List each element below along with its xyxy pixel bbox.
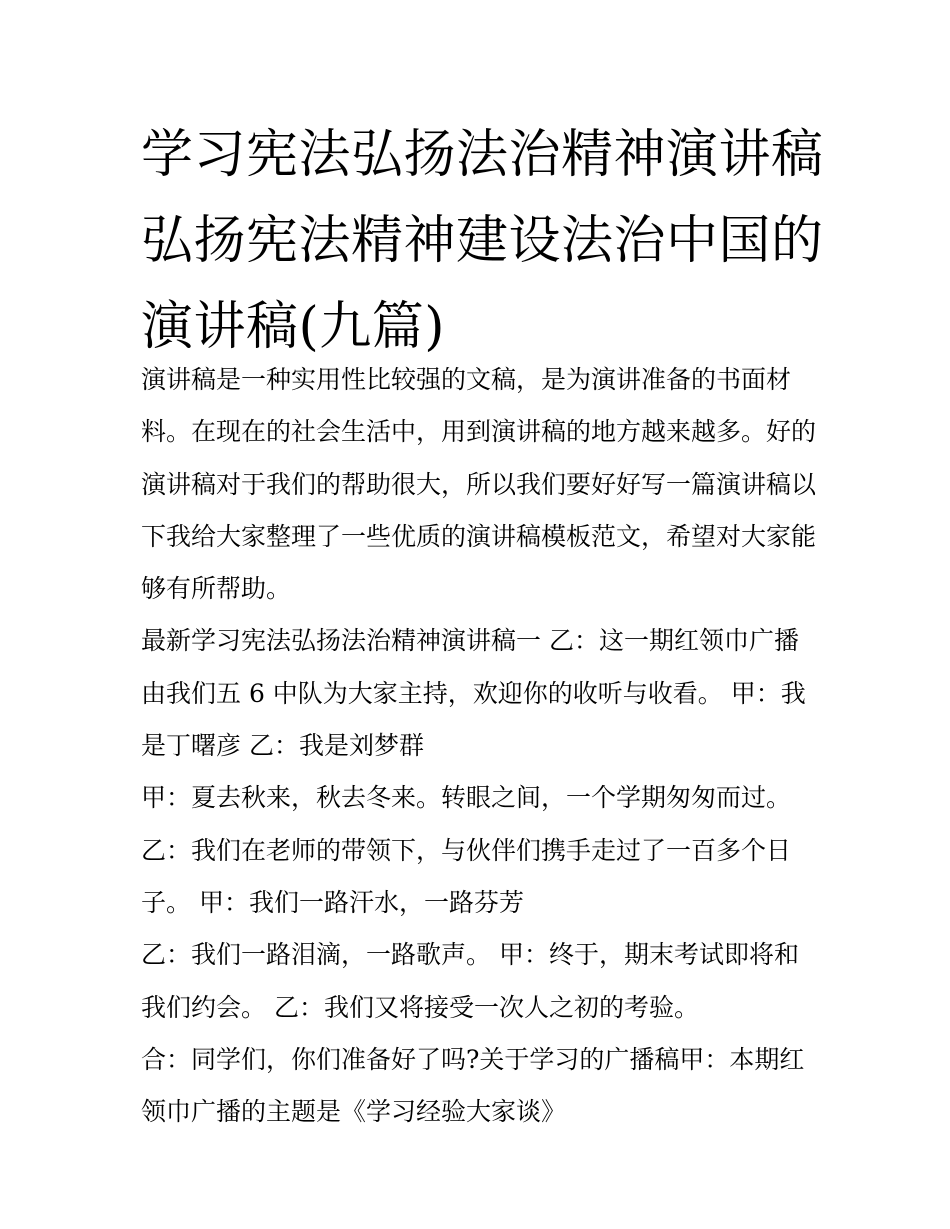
text-line: 合：同学们，你们准备好了吗?关于学习的广播稿甲：本期红: [141, 1044, 805, 1074]
title-line: 学习宪法弘扬法治精神演讲稿: [141, 125, 824, 185]
text-line: 由我们五 6 中队为大家主持，欢迎你的收听与收看。 甲：我: [141, 678, 806, 708]
paragraph-dialogue-1: [141, 772, 831, 929]
text-line: 我们约会。 乙：我们又将接受一次人之初的考验。: [141, 992, 699, 1022]
document-body: [141, 354, 831, 1138]
text-line: 料。在现在的社会生活中，用到演讲稿的地方越来越多。好的: [141, 417, 817, 447]
paragraph-speech-one: [141, 615, 831, 772]
text-line: 甲：夏去秋来，秋去冬来。转眼之间，一个学期匆匆而过。: [141, 783, 792, 813]
text-line: 下我给大家整理了一些优质的演讲稿模板范文，希望对大家能: [141, 521, 817, 551]
title-line: 演讲稿(九篇): [141, 297, 446, 357]
paragraph-dialogue-2: [141, 929, 831, 1034]
text-line: 演讲稿对于我们的帮助很大，所以我们要好好写一篇演讲稿以: [141, 469, 817, 499]
document-title: [141, 112, 824, 370]
text-line: 是丁曙彦 乙：我是刘梦群: [141, 731, 424, 761]
text-line: 乙：我们在老师的带领下，与伙伴们携手走过了一百多个日: [141, 835, 792, 865]
title-line: 弘扬宪法精神建设法治中国的: [141, 211, 824, 271]
paragraph-intro: [141, 354, 831, 615]
text-line: 最新学习宪法弘扬法治精神演讲稿一 乙：这一期红领巾广播: [141, 626, 799, 656]
text-line: 乙：我们一路泪滴，一路歌声。 甲：终于，期末考试即将和: [141, 940, 799, 970]
text-line: 子。 甲：我们一路汗水，一路芬芳: [141, 887, 524, 917]
text-line: 够有所帮助。: [141, 574, 292, 604]
text-line: 演讲稿是一种实用性比较强的文稿，是为演讲准备的书面材: [141, 365, 792, 394]
paragraph-dialogue-3: [141, 1034, 831, 1139]
text-line: 领巾广播的主题是《学习经验大家谈》: [141, 1097, 567, 1127]
